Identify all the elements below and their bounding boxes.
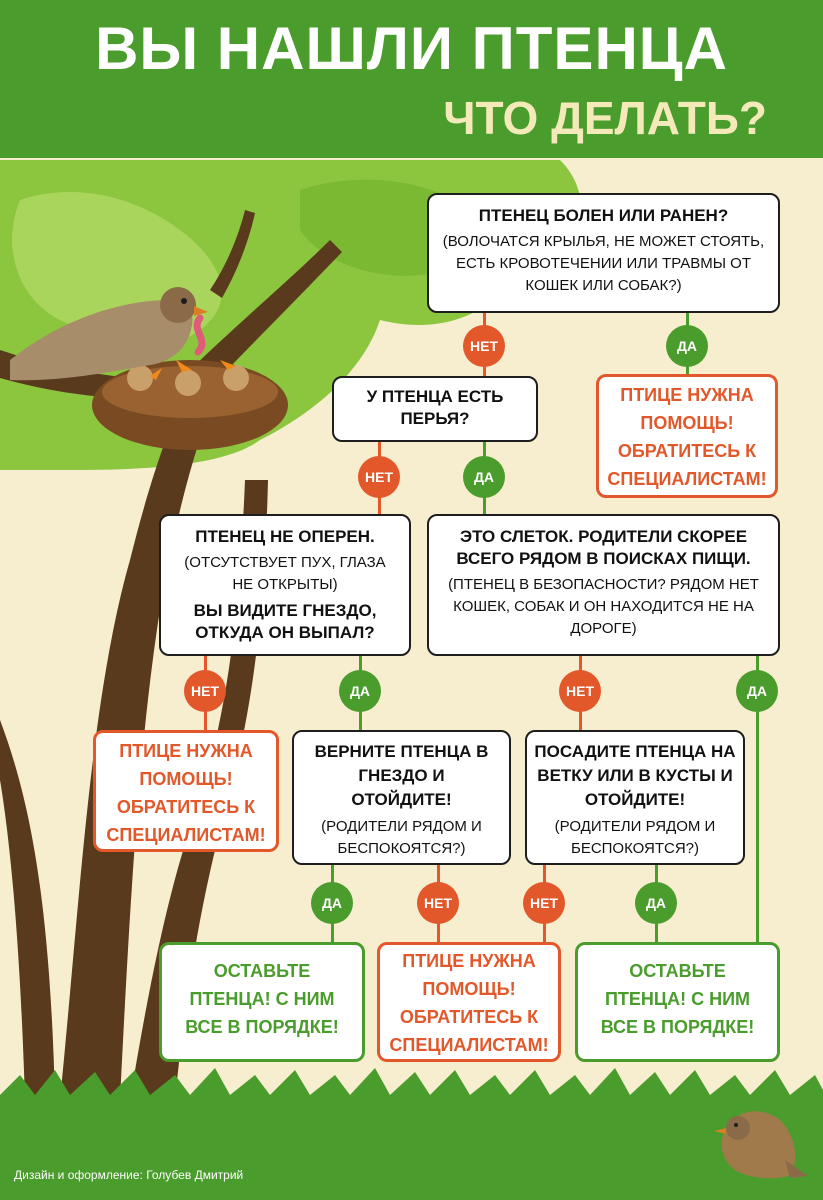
action-return-text: ВЕРНИТЕ ПТЕНЦА В ГНЕЗДО И ОТОЙДИТЕ! — [314, 742, 489, 809]
badge-no-q4: НЕТ — [559, 670, 601, 712]
question-unfledged-nest — [159, 514, 411, 656]
question-sick-or-injured — [427, 193, 780, 313]
parent-bird-eye — [181, 298, 187, 304]
outcome-leave-chick-2 — [575, 942, 780, 1062]
outcome-need-help-1 — [596, 374, 778, 498]
question-unfledged-title: ПТЕНЕЦ НЕ ОПЕРЕН. — [195, 527, 375, 546]
chick-2 — [175, 370, 201, 396]
action-branch-text: ПОСАДИТЕ ПТЕНЦА НА ВЕТКУ ИЛИ В КУСТЫ И ОТОЙДИТЕ! — [534, 742, 736, 809]
outcome-leave-chick-1-text: ОСТАВЬТЕ ПТЕНЦА! С НИМ ВСЕ В ПОРЯДКЕ! — [185, 961, 339, 1037]
question-has-feathers — [332, 376, 538, 442]
outcome-need-help-2-text: ПТИЦЕ НУЖНА ПОМОЩЬ! ОБРАТИТЕСЬ К СПЕЦИАЛИСТАМ! — [106, 741, 266, 845]
question-see-nest: ВЫ ВИДИТЕ ГНЕЗДО, ОТКУДА ОН ВЫПАЛ? — [193, 601, 377, 642]
question-fledgling-safe — [427, 514, 780, 656]
badge-yes-q6: ДА — [635, 882, 677, 924]
chick-1 — [127, 365, 153, 391]
tree-trunk-left — [0, 720, 55, 1100]
action-return-note: (РОДИТЕЛИ РЯДОМ И БЕСПОКОЯТСЯ?) — [321, 818, 482, 857]
question-feathers-text: У ПТЕНЦА ЕСТЬ ПЕРЬЯ? — [366, 387, 504, 428]
badge-no-q6: НЕТ — [523, 882, 565, 924]
badge-yes-q5: ДА — [311, 882, 353, 924]
action-place-on-branch — [525, 730, 745, 865]
chick-3 — [223, 365, 249, 391]
question-fledgling-note: (ПТЕНЕЦ В БЕЗОПАСНОСТИ? РЯДОМ НЕТ КОШЕК, СОБАК И ОН НАХОДИТСЯ НЕ НА ДОРОГЕ) — [448, 576, 759, 637]
action-return-to-nest — [292, 730, 511, 865]
badge-yes-q2: ДА — [463, 456, 505, 498]
outcome-need-help-3-text: ПТИЦЕ НУЖНА ПОМОЩЬ! ОБРАТИТЕСЬ К СПЕЦИАЛИСТАМ! — [389, 951, 549, 1055]
parent-bird-head — [160, 287, 196, 323]
question-fledgling-title: ЭТО СЛЕТОК. РОДИТЕЛИ СКОРЕЕ ВСЕГО РЯДОМ В ПОИСКАХ ПИЩИ. — [456, 527, 751, 568]
badge-yes-q4: ДА — [736, 670, 778, 712]
design-credit: Дизайн и оформление: Голубев Дмитрий — [14, 1168, 244, 1182]
outcome-leave-chick-1 — [159, 942, 365, 1062]
small-bird-eye — [734, 1123, 738, 1127]
outcome-need-help-3 — [377, 942, 561, 1062]
badge-no-q5: НЕТ — [417, 882, 459, 924]
outcome-need-help-2 — [93, 730, 279, 852]
badge-yes-q3: ДА — [339, 670, 381, 712]
page-title: ВЫ НАШЛИ ПТЕНЦА — [95, 15, 728, 82]
question-unfledged-note: (ОТСУТСТВУЕТ ПУХ, ГЛАЗА НЕ ОТКРЫТЫ) — [184, 554, 386, 593]
outcome-leave-chick-2-text: ОСТАВЬТЕ ПТЕНЦА! С НИМ ВСЕ В ПОРЯДКЕ! — [600, 961, 755, 1037]
badge-yes-q1: ДА — [666, 325, 708, 367]
question-sick-note: (ВОЛОЧАТСЯ КРЫЛЬЯ, НЕ МОЖЕТ СТОЯТЬ, ЕСТЬ КРОВОТЕЧЕНИИ ИЛИ ТРАВМЫ ОТ КОШЕК ИЛИ СОБАК?) — [442, 233, 765, 294]
outcome-need-help-1-text: ПТИЦЕ НУЖНА ПОМОЩЬ! ОБРАТИТЕСЬ К СПЕЦИАЛИСТАМ! — [607, 385, 767, 489]
action-branch-note: (РОДИТЕЛИ РЯДОМ И БЕСПОКОЯТСЯ?) — [554, 818, 716, 857]
badge-no-q2: НЕТ — [358, 456, 400, 498]
question-sick-title: ПТЕНЕЦ БОЛЕН ИЛИ РАНЕН? — [478, 206, 729, 225]
badge-no-q3: НЕТ — [184, 670, 226, 712]
small-bird-head — [726, 1116, 750, 1140]
page-subtitle: ЧТО ДЕЛАТЬ? — [443, 92, 767, 144]
badge-no-q1: НЕТ — [463, 325, 505, 367]
